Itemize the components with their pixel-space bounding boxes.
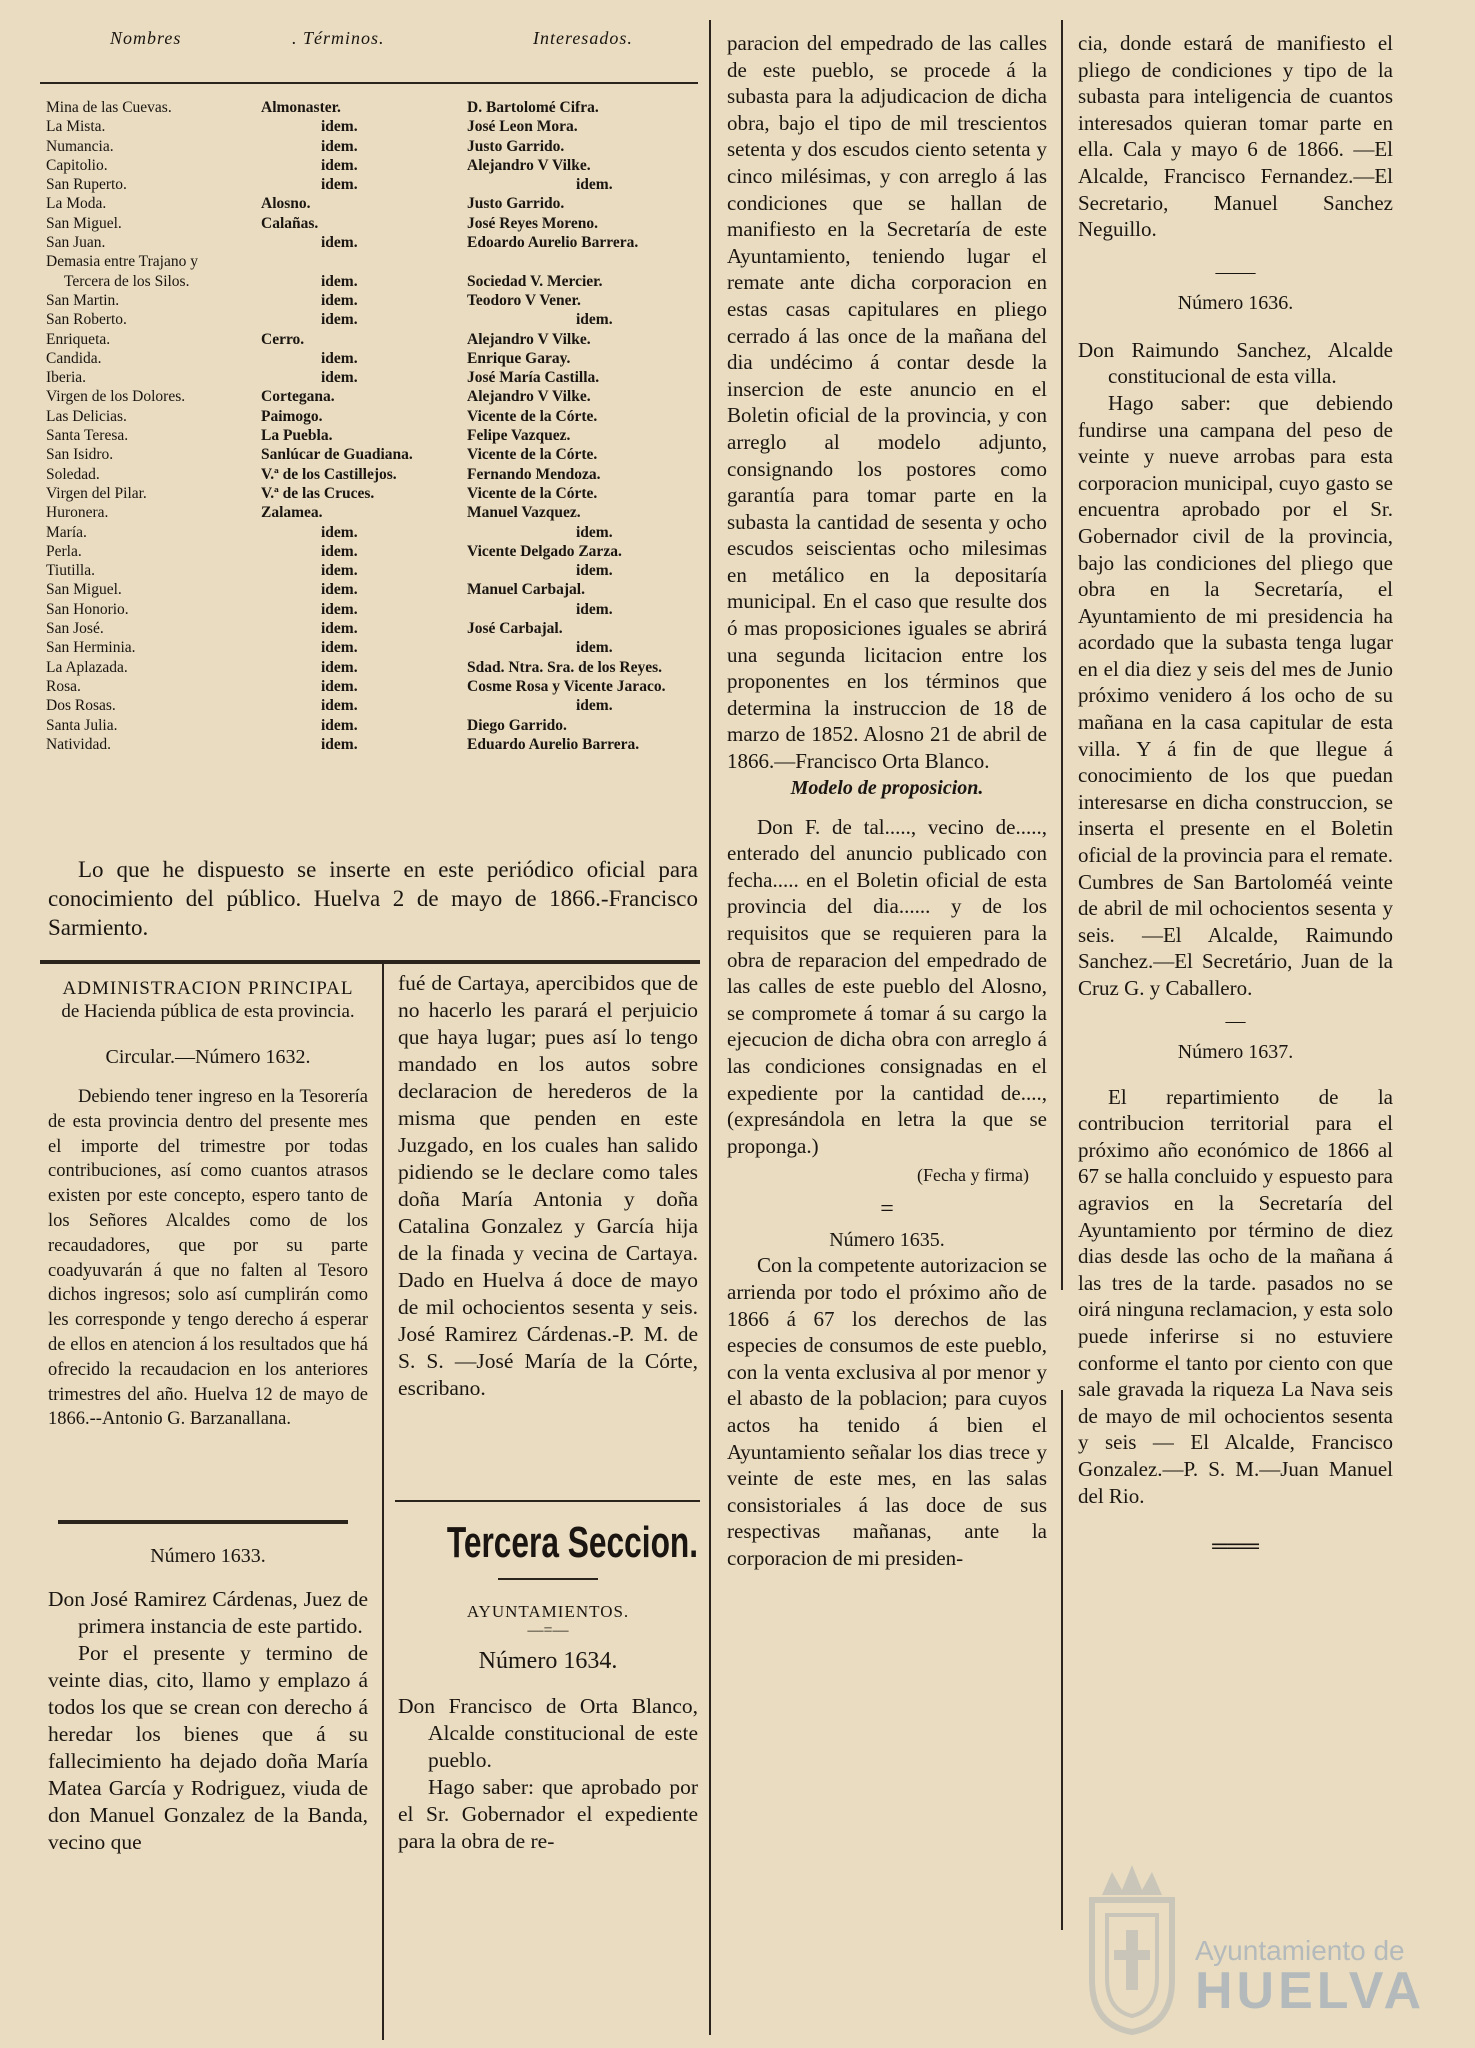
column-rule bbox=[382, 960, 384, 2040]
interesado-cell: Diego Garrido. bbox=[467, 716, 567, 734]
interesado-cell: Enrique Garay. bbox=[467, 349, 571, 367]
table-row bbox=[46, 407, 696, 426]
name-cell: Iberia. bbox=[46, 369, 87, 387]
termino-cell: idem. bbox=[321, 716, 358, 734]
table-row bbox=[46, 214, 696, 233]
name-cell: Santa Julia. bbox=[46, 716, 118, 734]
header-interesados: Interesados. bbox=[533, 28, 633, 48]
interesado-cell: Vicente de la Córte. bbox=[467, 407, 598, 425]
watermark-line1: Ayuntamiento de bbox=[1195, 1935, 1405, 1966]
termino-cell: Calañas. bbox=[261, 214, 319, 232]
termino-cell: idem. bbox=[321, 581, 358, 599]
termino-cell: Sanlúcar de Guadiana. bbox=[261, 446, 413, 464]
interesado-cell: idem. bbox=[576, 523, 613, 541]
column-rule bbox=[1061, 1390, 1063, 1930]
termino-cell: idem. bbox=[321, 118, 358, 136]
header-nombres: Nombres bbox=[110, 28, 182, 48]
name-cell: San Roberto. bbox=[46, 311, 127, 329]
watermark-line2: HUELVA bbox=[1195, 1962, 1426, 2020]
col2-cont-text: fué de Cartaya, apercibidos que de no hacerlo les parará el perjuicio que haya lugar; pues así lo tengo mandado en los autos sobre declaracion de herederos de la misma que penden en este Juzgado, en los cuales han salido pidiendo se le declare como tales doña María Antonia y doña Catalina Gonzalez y García hija de la finada y vecina de Cartaya. Dado en Huelva á doce de mayo de mil ochocientos sesenta y seis. José Ramirez Cárdenas.-P. M. de S. S. —José María de la Córte, escribano. bbox=[398, 971, 698, 1400]
termino-cell: idem. bbox=[321, 369, 358, 387]
table-row bbox=[46, 194, 696, 213]
name-cell: Tercera de los Silos. bbox=[64, 272, 190, 290]
n1636-body: Hago saber: que debiendo fundirse una campana del peso de veinte y nueve arrobas para esta corporacion municipal, cuyo gasto se encuentra aprobado por el Sr. Gobernador civil de la provincia, bajo las condiciones del pliego que obra en la Secretaría, el Ayuntamiento de mi presidencia ha acordado que la subasta tenga lugar en el dia diez y seis del mes de Junio próximo venidero á los ocho de su mañana en la casa capitular de esta villa. Y á fin de que llegue á conocimiento de los que puedan interesarse en dicha construccion, se inserta el presente en el Boletin oficial de la provincia para el remate. Cumbres de San Bartoloméá veinte de abril de mil ochocientos sesenta y seis. —El Alcalde, Raimundo Sanchez.—El Secretário, Juan de la Cruz G. y Caballero. bbox=[1078, 390, 1393, 1000]
table-footer bbox=[48, 855, 698, 942]
ayuntamientos-heading: AYUNTAMIENTOS. bbox=[466, 1602, 630, 1621]
interesado-cell: Justo Garrido. bbox=[467, 195, 565, 213]
name-cell: San Martin. bbox=[46, 291, 120, 309]
interesado-cell: José Reyes Moreno. bbox=[467, 214, 599, 232]
n1635-cont: cia, donde estará de manifiesto el pliego de condiciones y tipo de la subasta para inteligencia de cuantos interesados quieran tomar parte en ella. Cala y mayo 6 de 1866. —El Alcalde, Francisco Fernandez.—El Secretario, Manuel Sanchez Neguillo. bbox=[1078, 31, 1393, 242]
name-cell: Dos Rosas. bbox=[46, 697, 116, 715]
table-row bbox=[46, 716, 696, 735]
name-cell: La Mista. bbox=[46, 118, 106, 136]
interesado-cell: Sdad. Ntra. Sra. de los Reyes. bbox=[467, 658, 663, 676]
table-row bbox=[46, 696, 696, 715]
interesado-cell: Vicente de la Córte. bbox=[467, 484, 598, 502]
termino-cell: idem. bbox=[321, 272, 358, 290]
termino-cell: Almonaster. bbox=[261, 99, 341, 116]
table-row bbox=[46, 387, 696, 406]
table-row bbox=[46, 484, 696, 503]
n1637-title: Número 1637. bbox=[1177, 1040, 1294, 1063]
interesado-cell: Alejandro V Vilke. bbox=[467, 330, 591, 348]
name-cell: San Miguel. bbox=[46, 581, 122, 599]
interesado-cell: Cosme Rosa y Vicente Jaraco. bbox=[467, 677, 666, 695]
interesado-cell: Justo Garrido. bbox=[467, 137, 565, 155]
name-cell: Numancia. bbox=[46, 137, 114, 155]
termino-cell: idem. bbox=[321, 735, 358, 753]
interesado-cell: idem. bbox=[576, 176, 613, 194]
table-row bbox=[46, 600, 696, 619]
interesado-cell: Manuel Vazquez. bbox=[467, 504, 581, 522]
interesado-cell: idem. bbox=[576, 600, 613, 618]
header-terminos: . Términos. bbox=[292, 28, 385, 48]
name-cell: Virgen de los Dolores. bbox=[46, 388, 186, 406]
eq-sep: = bbox=[880, 1196, 894, 1223]
column-four bbox=[1078, 30, 1393, 1559]
termino-cell: idem. bbox=[321, 562, 358, 580]
termino-cell: La Puebla. bbox=[261, 427, 333, 445]
name-cell: San Ruperto. bbox=[46, 176, 127, 194]
interesado-cell: Eduardo Aurelio Barrera. bbox=[467, 735, 640, 753]
interesado-cell: D. Bartolomé Cifra. bbox=[467, 99, 599, 116]
dash-sep-2: — bbox=[1225, 1009, 1246, 1032]
interesado-cell: Vicente Delgado Zarza. bbox=[467, 542, 622, 560]
admin-subtitle: de Hacienda pública de esta provincia. bbox=[61, 1001, 355, 1022]
header-rule bbox=[40, 82, 698, 84]
termino-cell: idem. bbox=[321, 658, 358, 676]
column-rule bbox=[709, 20, 711, 2035]
n1635-body: Con la competente autorizacion se arrienda por todo el próximo año de 1866 á 67 los derechos de las especies de consumos de este pueblo, con la venta exclusiva al por menor y el abasto de la poblacion; para cuyos actos ha tenido á bien el Ayuntamiento señalar los dias trece y veinte de este mes, en las salas consistoriales á las doce de sus respectivas mañanas, ante la corporacion de mi presiden- bbox=[727, 1253, 1047, 1570]
name-cell: Enriqueta. bbox=[46, 330, 111, 348]
n1636-heading: Don Raimundo Sanchez, Alcalde constitucional de esta villa. bbox=[1078, 337, 1393, 389]
admin-title: ADMINISTRACION PRINCIPAL bbox=[62, 978, 354, 999]
name-cell: Mina de las Cuevas. bbox=[46, 99, 172, 116]
n1634-title: Número 1634. bbox=[478, 1648, 618, 1674]
ayuntamientos-sep: —=— bbox=[527, 1622, 569, 1639]
name-cell: Demasia entre Trajano y bbox=[46, 253, 198, 271]
termino-cell: idem. bbox=[321, 542, 358, 560]
column-rule bbox=[1061, 20, 1063, 1290]
interesado-cell: Teodoro V Vener. bbox=[467, 291, 581, 309]
termino-cell: idem. bbox=[321, 523, 358, 541]
section-rule bbox=[58, 1520, 348, 1524]
n1634-cont: paracion del empedrado de las calles de este pueblo, se procede á la subasta para la adjudicacion de dicha obra, bajo el tipo de mil trescientos setenta y dos escudos ciento setenta y cinco milésimas, y con arreglo á las condiciones que se hallan de manifiesto en la Secretaría de este Ayuntamiento, teniendo lugar el remate ante dicha corporacion en estas casas capitulares en pliego cerrado á las once de la mañana del dia undécimo á contar desde la insercion de este anuncio en el Boletin oficial de la provincia, y con arreglo al modelo adjunto, consignando los postores como garantía para tomar parte en la subasta la cantidad de sesenta y ocho escudos seiscientas ocho milesimas en metálico en la depositaría municipal. En el caso que resulte dos ó mas proposiciones iguales se abrirá una segunda licitacion entre los proponentes en los términos que determina la instruccion de 18 de marzo de 1852. Alosno 21 de abril de 1866.—Francisco Orta Blanco. bbox=[727, 31, 1047, 774]
table-row bbox=[46, 349, 696, 368]
modelo-body: Don F. de tal....., vecino de....., enterado del anuncio publicado con fecha..... en el Boletin oficial de esta provincia del dia...... y de los requisitos que se requieren para la obra de reparacion del empedrado de las calles de este pueblo del Alosno, se compromete á tomar á su cargo la ejecucion de dicha obra con arreglo á las condiciones consignadas en el expediente por la cantidad de...., (expresándola en letra la que se proponga.) bbox=[727, 814, 1047, 1158]
table-row bbox=[46, 542, 696, 561]
termino-cell: Paimogo. bbox=[261, 407, 323, 425]
termino-cell: idem. bbox=[321, 234, 358, 252]
interesado-cell: Sociedad V. Mercier. bbox=[467, 272, 603, 290]
termino-cell: idem. bbox=[321, 697, 358, 715]
interesado-cell: Alejandro V Vilke. bbox=[467, 156, 591, 174]
n1637-body: El repartimiento de la contribucion territorial para el próximo año económico de 1866 al 67 se halla concluido y espuesto para agravios en la Secretaría del Ayuntamiento por término de diez dias desde las ocho de la mañana á las tres de la tarde. pasados no se oirá ninguna reclamacion, y esta solo puede inferirse si no estuviere conforme el tanto por ciento con que sale gravada la riqueza La Nava seis de mayo de mil ochocientos sesenta y seis — El Alcalde, Francisco Gonzalez.—P. S. M.—Juan Manuel del Rio. bbox=[1078, 1084, 1393, 1508]
termino-cell: idem. bbox=[321, 291, 358, 309]
table-row bbox=[46, 465, 696, 484]
table-row bbox=[46, 445, 696, 464]
table-row bbox=[46, 252, 696, 271]
table-row bbox=[46, 580, 696, 599]
huelva-seal-icon bbox=[1072, 1860, 1192, 2035]
n1633-heading: Don José Ramirez Cárdenas, Juez de primera instancia de este partido. bbox=[48, 1587, 368, 1638]
name-cell: Soledad. bbox=[46, 465, 100, 483]
name-cell: Virgen del Pilar. bbox=[46, 484, 147, 502]
tercera-title: Tercera Seccion. bbox=[446, 1518, 699, 1567]
interesado-cell: idem. bbox=[576, 697, 613, 715]
name-cell: Perla. bbox=[46, 542, 82, 560]
table-row bbox=[46, 310, 696, 329]
name-cell: Tiutilla. bbox=[46, 562, 95, 580]
interesado-cell: Alejandro V Vilke. bbox=[467, 388, 591, 406]
termino-cell: idem. bbox=[321, 677, 358, 695]
name-cell: Natividad. bbox=[46, 735, 111, 753]
interesado-cell: idem. bbox=[576, 562, 613, 580]
interesado-cell: José Leon Mora. bbox=[467, 118, 578, 136]
termino-cell: idem. bbox=[321, 137, 358, 155]
n1633-body: Por el presente y termino de veinte dias, cito, llamo y emplazo á todos los que se crean con derecho á heredar los bienes que á su fallecimiento ha dejado doña María Matea García y Rodriguez, viuda de don Manuel Gonzalez de la Banda, vecino que bbox=[48, 1641, 368, 1854]
name-cell: La Moda. bbox=[46, 195, 107, 213]
table-row bbox=[46, 175, 696, 194]
table-row bbox=[46, 503, 696, 522]
table-footer-text: Lo que he dispuesto se inserte en este periódico oficial para conocimiento del público. Huelva 2 de mayo de 1866.-Francisco Sarmiento. bbox=[48, 857, 698, 940]
name-cell: San Herminia. bbox=[46, 639, 136, 657]
termino-cell: idem. bbox=[321, 176, 358, 194]
n1634-body: Hago saber: que aprobado por el Sr. Gobernador el expediente para la obra de re- bbox=[398, 1775, 698, 1853]
name-cell: San Miguel. bbox=[46, 214, 122, 232]
mines-table bbox=[46, 98, 696, 754]
interesado-cell: José María Castilla. bbox=[467, 369, 600, 387]
interesado-cell: Vicente de la Córte. bbox=[467, 446, 598, 464]
column-three bbox=[727, 30, 1047, 1571]
n1633-title: Número 1633. bbox=[150, 1545, 266, 1567]
n1633-section bbox=[48, 1545, 368, 1856]
table-row bbox=[46, 523, 696, 542]
interesado-cell: Fernando Mendoza. bbox=[467, 465, 601, 483]
table-row bbox=[46, 156, 696, 175]
interesado-cell: Edoardo Aurelio Barrera. bbox=[467, 234, 639, 252]
termino-cell: idem. bbox=[321, 600, 358, 618]
interesado-cell: Felipe Vazquez. bbox=[467, 427, 571, 445]
fecha-firma: (Fecha y firma) bbox=[917, 1165, 1029, 1186]
ornament-rule bbox=[498, 1578, 598, 1580]
n1634-heading: Don Francisco de Orta Blanco, Alcalde constitucional de este pueblo. bbox=[398, 1694, 698, 1772]
termino-cell: V.ª de los Castillejos. bbox=[261, 465, 397, 483]
name-cell: Candida. bbox=[46, 349, 102, 367]
termino-cell: idem. bbox=[321, 156, 358, 174]
interesado-cell: idem. bbox=[576, 311, 613, 329]
termino-cell: Cerro. bbox=[261, 330, 305, 348]
n1635-title: Número 1635. bbox=[829, 1229, 945, 1252]
table-row bbox=[46, 619, 696, 638]
table-row bbox=[46, 233, 696, 252]
table-row bbox=[46, 658, 696, 677]
termino-cell: Zalamea. bbox=[261, 504, 323, 522]
name-cell: Santa Teresa. bbox=[46, 427, 129, 445]
name-cell: Capitolio. bbox=[46, 156, 108, 174]
termino-cell: idem. bbox=[321, 311, 358, 329]
modelo-title: Modelo de proposicion. bbox=[790, 776, 984, 799]
table-row bbox=[46, 368, 696, 387]
table-row bbox=[46, 735, 696, 754]
name-cell: La Aplazada. bbox=[46, 658, 128, 676]
table-row bbox=[46, 272, 696, 291]
table-row bbox=[46, 137, 696, 156]
termino-cell: idem. bbox=[321, 349, 358, 367]
termino-cell: Alosno. bbox=[261, 195, 311, 213]
admin-circular: Circular.—Número 1632. bbox=[105, 1046, 311, 1068]
table-row bbox=[46, 677, 696, 696]
interesado-cell: Manuel Carbajal. bbox=[467, 581, 585, 599]
table-row bbox=[46, 426, 696, 445]
termino-cell: Cortegana. bbox=[261, 388, 335, 406]
name-cell: San Isidro. bbox=[46, 446, 114, 464]
admin-section bbox=[48, 978, 368, 1432]
end-ornament: ═══ bbox=[1212, 1533, 1259, 1559]
termino-cell: idem. bbox=[321, 620, 358, 638]
juzgado-continuation bbox=[398, 970, 698, 1402]
interesado-cell: idem. bbox=[576, 639, 613, 657]
table-row bbox=[46, 117, 696, 136]
watermark bbox=[1195, 1935, 1425, 2021]
table-row bbox=[46, 638, 696, 657]
tercera-section bbox=[398, 1518, 698, 1855]
name-cell: San Juan. bbox=[46, 234, 106, 252]
name-cell: Las Delicias. bbox=[46, 407, 127, 425]
section-rule bbox=[395, 1500, 700, 1502]
name-cell: Huronera. bbox=[46, 504, 109, 522]
dash-sep: —— bbox=[1215, 260, 1256, 283]
termino-cell: V.ª de las Cruces. bbox=[261, 484, 375, 502]
name-cell: Rosa. bbox=[46, 677, 81, 695]
termino-cell: idem. bbox=[321, 639, 358, 657]
n1636-title: Número 1636. bbox=[1177, 291, 1294, 314]
table-row bbox=[46, 561, 696, 580]
table-row bbox=[46, 291, 696, 310]
admin-body: Debiendo tener ingreso en la Tesorería de esta provincia dentro del presente mes el importe del trimestre por todas contribuciones, así como cuantos atrasos existen por este concepto, espero tanto de los Señores Alcaldes como de los recaudadores, que por su parte coadyuvarán á que no falten al Tesoro dichos ingresos; solo así cumplirán como les corresponde y tengo derecho á esperar de ellos en atencion á los resultados que há ofrecido la recaudacion en los anteriores trimestres del año. Huelva 12 de mayo de 1866.--Antonio G. Barzanallana. bbox=[48, 1087, 368, 1430]
name-cell: San José. bbox=[46, 620, 104, 638]
section-rule bbox=[40, 960, 700, 964]
name-cell: San Honorio. bbox=[46, 600, 129, 618]
name-cell: María. bbox=[46, 523, 87, 541]
table-row bbox=[46, 330, 696, 349]
table-row bbox=[46, 98, 696, 117]
interesado-cell: José Carbajal. bbox=[467, 620, 563, 638]
